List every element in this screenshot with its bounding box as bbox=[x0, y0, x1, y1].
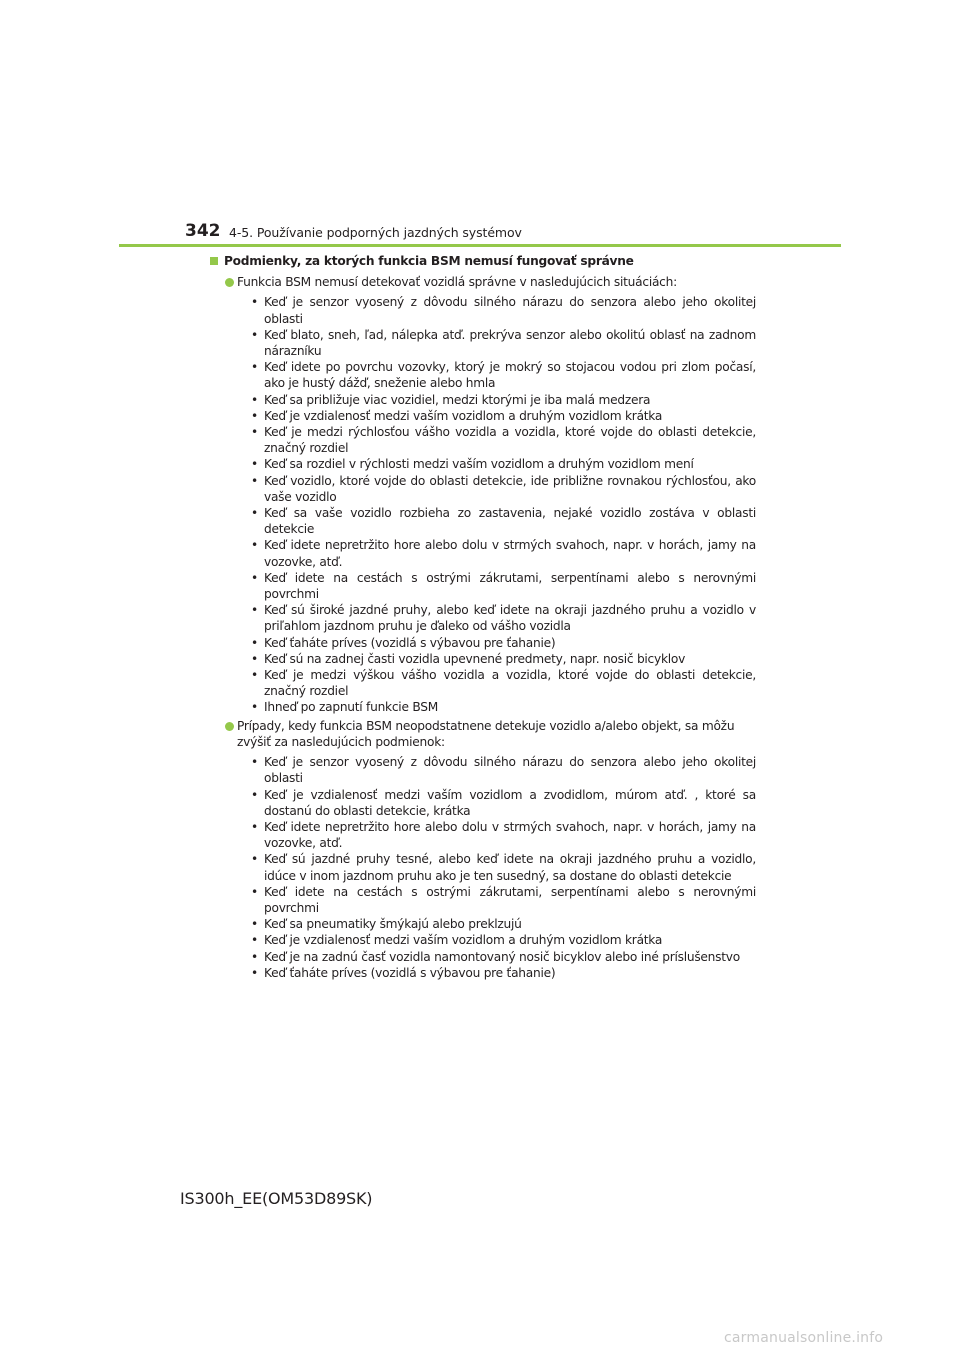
watermark-text: carmanualsonline.info bbox=[724, 1330, 884, 1346]
section-title: Podmienky, za ktorých funkcia BSM nemusí fungovať správne bbox=[224, 254, 634, 268]
list-item: • Keď idete po povrchu vozovky, ktorý je mokrý so stojacou vodou pri zlom počasí, ako je hustý dážď, sneženie alebo hmla bbox=[251, 359, 756, 391]
list-item: • Keď je medzi výškou vášho vozidla a vozidla, ktoré vojde do oblasti detekcie, značný rozdiel bbox=[251, 667, 756, 699]
list-item: • Keď je senzor vyosený z dôvodu silného nárazu do senzora alebo jeho okolitej oblasti bbox=[251, 754, 756, 786]
main-content bbox=[208, 253, 756, 981]
list-item: • Keď je vzdialenosť medzi vaším vozidlom a druhým vozidlom krátka bbox=[251, 932, 756, 948]
list-item: • Keď idete na cestách s ostrými zákrutami, serpentínami alebo s nerovnými povrchmi bbox=[251, 884, 756, 916]
list-item: • Keď blato, sneh, ľad, nálepka atď. prekrýva senzor alebo okolitú oblasť na zadnom nárazníku bbox=[251, 327, 756, 359]
group-intro: Prípady, kedy funkcia BSM neopodstatnene detekuje vozidlo a/alebo objekt, sa môžu zvýšiť za nasledujúcich podmienok: bbox=[237, 718, 735, 749]
chapter-title: 4-5. Používanie podporných jazdných systémov bbox=[229, 225, 522, 240]
condition-group bbox=[208, 274, 756, 290]
list-item: • Keď idete nepretržito hore alebo dolu v strmých svahoch, napr. v horách, jamy na vozovke, atď. bbox=[251, 537, 756, 569]
page-header bbox=[119, 219, 841, 247]
bullet-list bbox=[208, 754, 756, 981]
group-intro: Funkcia BSM nemusí detekovať vozidlá správne v nasledujúcich situáciách: bbox=[237, 275, 677, 290]
condition-group bbox=[208, 718, 756, 750]
list-item: • Keď je vzdialenosť medzi vaším vozidlom a zvodidlom, múrom atď. , ktoré sa dostanú do oblasti detekcie, krátka bbox=[251, 787, 756, 819]
list-item: • Keď je vzdialenosť medzi vaším vozidlom a druhým vozidlom krátka bbox=[251, 408, 756, 424]
list-item: • Keď sú široké jazdné pruhy, alebo keď idete na okraji jazdného pruhu a vozidlo v priľahlom jazdnom pruhu je ďaleko od vášho vozidla bbox=[251, 602, 756, 634]
list-item: • Keď sú jazdné pruhy tesné, alebo keď idete na okraji jazdného pruhu a vozidlo, idúce v inom jazdnom pruhu ako je ten susedný, sa dostane do oblasti detekcie bbox=[251, 851, 756, 883]
page-number: 342 bbox=[185, 221, 221, 241]
list-item: • Keď sa rozdiel v rýchlosti medzi vaším vozidlom a druhým vozidlom mení bbox=[251, 456, 756, 472]
list-item: • Keď je medzi rýchlosťou vášho vozidla a vozidla, ktoré vojde do oblasti detekcie, značný rozdiel bbox=[251, 424, 756, 456]
circle-bullet-icon bbox=[225, 722, 234, 731]
list-item: • Keď sa pneumatiky šmýkajú alebo preklzujú bbox=[251, 916, 756, 932]
list-item: • Keď sa vaše vozidlo rozbieha zo zastavenia, nejaké vozidlo zostáva v oblasti detekcie bbox=[251, 505, 756, 537]
model-code: IS300h_EE(OM53D89SK) bbox=[180, 1189, 373, 1208]
header-rule bbox=[119, 244, 841, 247]
list-item: • Keď vozidlo, ktoré vojde do oblasti detekcie, ide približne rovnakou rýchlosťou, ako vaše vozidlo bbox=[251, 473, 756, 505]
list-item: • Keď je na zadnú časť vozidla namontovaný nosič bicyklov alebo iné príslušenstvo bbox=[251, 949, 756, 965]
section-heading bbox=[208, 253, 756, 269]
circle-bullet-icon bbox=[225, 278, 234, 287]
list-item: • Keď sú na zadnej časti vozidla upevnené predmety, napr. nosič bicyklov bbox=[251, 651, 756, 667]
bullet-list bbox=[208, 294, 756, 715]
list-item: • Keď idete na cestách s ostrými zákrutami, serpentínami alebo s nerovnými povrchmi bbox=[251, 570, 756, 602]
list-item: • Keď idete nepretržito hore alebo dolu v strmých svahoch, napr. v horách, jamy na vozovke, atď. bbox=[251, 819, 756, 851]
list-item: • Keď je senzor vyosený z dôvodu silného nárazu do senzora alebo jeho okolitej oblasti bbox=[251, 294, 756, 326]
list-item: • Keď sa približuje viac vozidiel, medzi ktorými je iba malá medzera bbox=[251, 392, 756, 408]
list-item: • Keď ťaháte príves (vozidlá s výbavou pre ťahanie) bbox=[251, 635, 756, 651]
list-item: • Keď ťaháte príves (vozidlá s výbavou pre ťahanie) bbox=[251, 965, 756, 981]
square-bullet-icon bbox=[210, 257, 218, 265]
list-item: • Ihneď po zapnutí funkcie BSM bbox=[251, 699, 756, 715]
